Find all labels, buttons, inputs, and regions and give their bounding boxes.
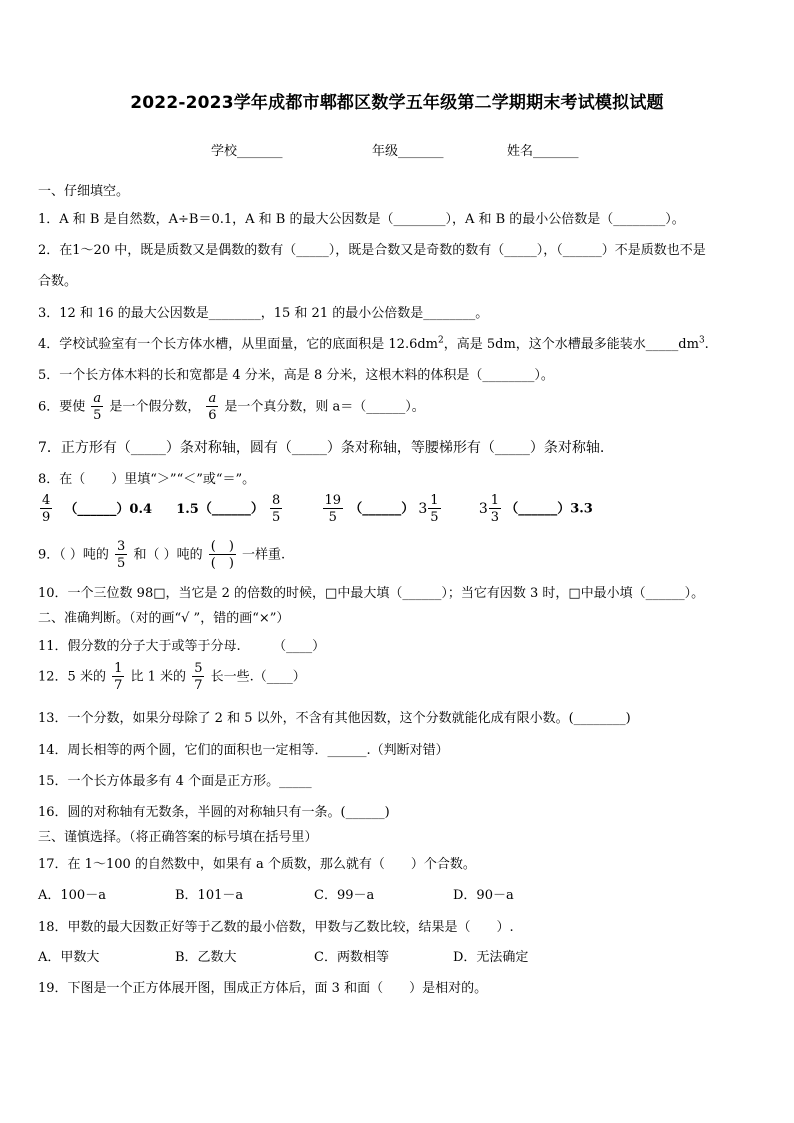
- question-8: 8．在（ ）里填“＞”“＜”或“＝”。: [38, 472, 256, 487]
- question-4-text-c: .: [704, 337, 709, 352]
- section-fill-in: 一、仔细填空。: [38, 184, 130, 199]
- q18-option-c: C．两数相等: [314, 950, 389, 965]
- mixed-whole: 3: [478, 501, 488, 517]
- fraction-numerator: 1: [430, 493, 439, 508]
- question-9-text-a: 9．（ ）吨的: [38, 547, 109, 563]
- fraction-numerator: 1: [114, 661, 123, 676]
- question-6-text-a: 6．要使: [38, 399, 86, 415]
- mixed-whole: 3: [418, 501, 428, 517]
- q17-option-a: A．100－a: [38, 888, 106, 903]
- value-1-5: 1.5: [176, 501, 199, 517]
- fraction-numerator: 5: [194, 661, 203, 676]
- question-11: 11．假分数的分子大于或等于分母. （____）: [38, 639, 326, 654]
- question-10: 10．一个三位数 98□，当它是 2 的倍数的时候，□中最大填（______）；当它有因数 3 时，□中最小填（______）。: [38, 586, 705, 601]
- q17-option-c: C．99－a: [314, 888, 375, 903]
- fraction-denominator: 3: [490, 510, 500, 525]
- question-9-text-b: 和（ ）吨的: [133, 547, 203, 563]
- fraction-8-5: [270, 494, 282, 524]
- fraction-a-over-6: [206, 392, 218, 422]
- grade-field: 年级_______: [372, 144, 444, 159]
- question-1: 1．A 和 B 是自然数，A÷B＝0.1，A 和 B 的最大公因数是（________），A 和 B 的最小公倍数是（________）。: [38, 212, 685, 227]
- question-13: 13．一个分数，如果分母除了 2 和 5 以外，不含有其他因数，这个分数就能化成有限小数。(________): [38, 711, 631, 726]
- question-12-text-c: 长一些.（____）: [210, 669, 306, 685]
- fraction-denominator: 5: [328, 510, 337, 525]
- fraction-denominator: 5: [117, 556, 126, 571]
- question-19: 19．下图是一个正方体展开图，围成正方体后，面 3 和面（ ）是相对的。: [38, 981, 488, 996]
- q18-option-b: B．乙数大: [175, 950, 237, 965]
- fraction-numerator: 3: [117, 539, 126, 554]
- section-choice: 三、谨慎选择。（将正确答案的标号填在括号里）: [38, 830, 318, 845]
- fraction-19-5: [323, 494, 344, 524]
- compare-blank-2: （______）: [198, 501, 264, 517]
- question-3: 3．12 和 16 的最大公因数是________，15 和 21 的最小公倍数是________。: [38, 306, 489, 321]
- question-12-text-a: 12．5 米的: [38, 669, 106, 685]
- compare-blank-4: （______）3.3: [505, 501, 593, 517]
- question-14: 14．周长相等的两个圆，它们的面积也一定相等．______.（判断对错）: [38, 743, 449, 758]
- question-6: [38, 392, 425, 422]
- fraction-1-7: [112, 662, 124, 692]
- fraction-denominator: 6: [208, 408, 217, 423]
- fraction-numerator: 19: [324, 493, 342, 508]
- fraction-numerator: 4: [42, 493, 51, 508]
- question-9-text-c: 一样重.: [242, 547, 286, 563]
- question-8-items: [38, 494, 593, 524]
- compare-blank-1: （______）0.4: [64, 501, 153, 517]
- fraction-blank: [209, 540, 236, 570]
- fraction-3-5: [115, 540, 127, 570]
- fraction-denominator: 7: [194, 678, 203, 693]
- mixed-number-3-1-3: [479, 494, 501, 524]
- question-17: 17．在 1～100 的自然数中，如果有 a 个质数，那么就有（ ）个合数。: [38, 857, 476, 872]
- q17-option-b: B．101－a: [175, 888, 244, 903]
- question-7: 7．正方形有（_____）条对称轴，圆有（_____）条对称轴，等腰梯形有（_____）条对称轴.: [38, 440, 605, 456]
- question-4-sup-b: 3: [698, 335, 705, 346]
- q18-option-d: D．无法确定: [453, 950, 529, 965]
- question-5: 5．一个长方体木料的长和宽都是 4 分米，高是 8 分米，这根木料的体积是（________）。: [38, 368, 554, 383]
- fraction-denominator: 7: [114, 678, 123, 693]
- question-12: [38, 662, 306, 692]
- fraction-denominator: 9: [42, 510, 51, 525]
- fraction-numerator: a: [93, 391, 102, 406]
- name-field: 姓名_______: [507, 144, 579, 159]
- question-12-text-b: 比 1 米的: [130, 669, 187, 685]
- question-4: [38, 333, 709, 352]
- fraction-numerator: a: [208, 391, 217, 406]
- school-field: 学校_______: [211, 144, 283, 159]
- question-6-text-b: 是一个假分数，: [109, 399, 201, 415]
- question-4-text-a: 4．学校试验室有一个长方体水槽，从里面量，它的底面积是 12.6dm: [38, 337, 438, 352]
- q17-option-d: D．90－a: [453, 888, 514, 903]
- fraction-numerator: 8: [271, 493, 281, 508]
- question-9: [38, 540, 285, 570]
- fraction-denominator: 5: [271, 510, 281, 525]
- question-4-text-b: ，高是 5dm，这个水槽最多能装水_____dm: [443, 337, 699, 352]
- question-16: 16．圆的对称轴有无数条，半圆的对称轴只有一条。(______): [38, 805, 390, 820]
- fraction-5-7: [192, 662, 204, 692]
- fraction-a-over-5: [91, 392, 103, 422]
- fraction-numerator: 1: [490, 493, 500, 508]
- page-title: 2022-2023学年成都市郫都区数学五年级第二学期期末考试模拟试题: [130, 93, 664, 113]
- question-2-line-1: 2．在1～20 中，既是质数又是偶数的数有（_____），既是合数又是奇数的数有（_____），（______）不是质数也不是: [38, 243, 706, 258]
- q18-option-a: A．甲数大: [38, 950, 100, 965]
- question-4-sup-a: 2: [438, 335, 444, 346]
- fraction-denominator: 5: [93, 408, 102, 423]
- question-2-line-2: 合数。: [38, 274, 78, 289]
- question-6-text-c: 是一个真分数，则 a＝（______）。: [224, 399, 425, 415]
- fraction-denominator: ( ): [210, 556, 234, 571]
- fraction-denominator: 5: [430, 510, 439, 525]
- question-18: 18．甲数的最大因数正好等于乙数的最小倍数，甲数与乙数比较，结果是（ ）.: [38, 920, 514, 935]
- section-judge: 二、准确判断。（对的画“√ ”，错的画“×”）: [38, 611, 290, 626]
- mixed-number-3-1-5: [418, 494, 440, 524]
- question-15: 15．一个长方体最多有 4 个面是正方形。_____: [38, 774, 312, 789]
- fraction-numerator: ( ): [210, 539, 234, 554]
- fraction-4-9: [40, 494, 52, 524]
- compare-blank-3: （______）: [349, 501, 415, 517]
